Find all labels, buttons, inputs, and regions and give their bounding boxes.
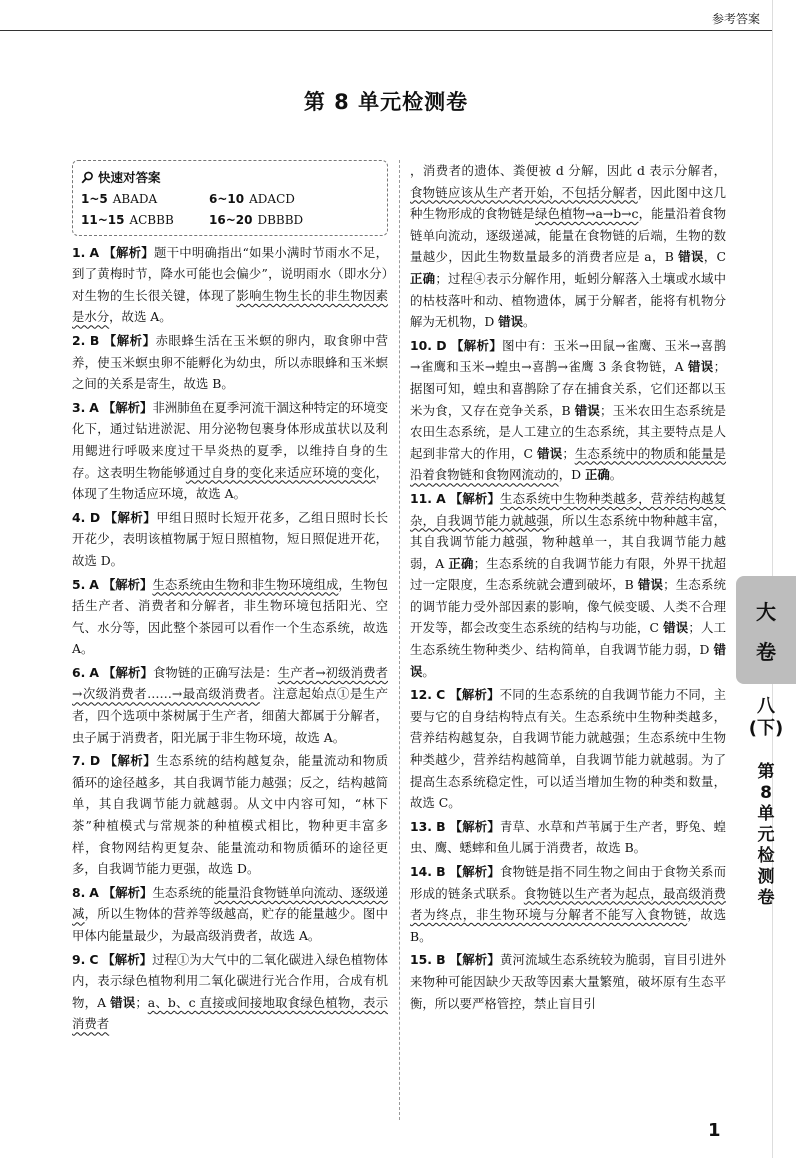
column-divider: [399, 160, 400, 1120]
side-tab-big-volume: 大 卷: [736, 576, 796, 684]
quick-answer-row: 11~15 ACBBB: [81, 212, 174, 227]
right-column: [410, 160, 726, 1014]
answer-item-13: 13. B 【解析】青草、水草和芦苇属于生产者，野兔、蝗虫、鹰、蟋蟀和鱼儿属于消费者，故选 B。: [410, 818, 726, 856]
answer-item-5: 5. A 【解析】生态系统由生物和非生物环境组成，生物包括生产者、消费者和分解者，非生物环境包括阳光、空气、水分等，因此整个茶园可以看作一个生态系统，故选 A。: [72, 576, 388, 657]
answer-item-6: 6. A 【解析】食物链的正确写法是：生产者→初级消费者→次级消费者……→最高级消费者。注意起始点①是生产者，四个选项中茶树属于生产者，细菌大都属于分解者，虫子属于消费者，阳光属于非生物环境，故选 A。: [72, 664, 389, 745]
header-section-label: 参考答案: [711, 12, 760, 26]
answer-item-1: 1. A 【解析】题干中明确指出“如果小满时节雨水不足，到了黄梅时节，降水可能也会偏少”，说明雨水（即水分）对生物的生长很关键，体现了影响生物生长的非生物因素是水分，故选 A。: [72, 244, 389, 325]
quick-answer-row: 6~10 ADACD: [209, 191, 295, 206]
left-column: [72, 160, 388, 1035]
page-number: 1: [708, 1120, 721, 1141]
quick-answer-grid: [81, 189, 379, 231]
side-grade-label: 八(下): [748, 696, 784, 739]
answer-item-9-cont: ，消费者的遗体、粪便被 d 分解，因此 d 表示分解者，食物链应该从生产者开始，不包括分解者，因此图中这几种生物形成的食物链是绿色植物→a→b→c，能量沿着食物链单向流动，逐级递减，能量在食物链的后端，生物的数量越少，因此生物数量最多的消费者应是 a，B 错误，C 正确；过程④表示分解作用，蚯蚓分解落入土壤或水域中的枯枝落叶和动、植物遗体，属于分解者，能将有机物分解为无机物，D 错误。: [410, 163, 727, 330]
quick-answer-row: 1~5 ABADA: [81, 191, 158, 206]
answer-item-7: 7. D 【解析】生态系统的结构越复杂，能量流动和物质循环的途径越多，其自我调节能力越强；反之，结构越简单，其自我调节能力就越弱。从文中内容可知，“林下茶”种植模式与常规茶的种植模式相比，物种更丰富多样，食物网结构更复杂、能量流动和物质循环的途径更多，自我调节能力更强，故选 D。: [72, 753, 388, 877]
answer-item-8: 8. A 【解析】生态系统的能量沿食物链单向流动、逐级递减，所以生物体的营养等级越高，贮存的能量越少。图中甲体内能量最少，为最高级消费者，故选 A。: [72, 884, 389, 943]
answer-item-10: 10. D 【解析】图中有：玉米→田鼠→雀鹰、玉米→喜鹊→雀鹰和玉米→蝗虫→喜鹊→雀鹰 3 条食物链，A 错误；据图可知，蝗虫和喜鹊除了存在捕食关系，它们还都以玉米为食，又存在竞争关系，B 错误；玉米农田生态系统是农田生态系统，是人工建立的生态系统，其主要特点是人起到非常大的作用，C 错误；生态系统中的物质和能量是沿着食物链和食物网流动的，D 正确。: [410, 337, 727, 483]
answer-item-12: 12. C 【解析】不同的生态系统的自我调节能力不同，主要与它的自身结构特点有关。生态系统中生物种类越多，营养结构越复杂，自我调节能力就越强；生态系统中生物种类越少，营养结构越简单，自我调节能力就越弱。为了提高生态系统稳定性，可以适当增加生物的种类和数量，故选 C。: [410, 687, 726, 811]
answer-item-11: 11. A 【解析】生态系统中生物种类越多，营养结构越复杂，自我调节能力就越强，所以生态系统中物种越丰富，其自我调节能力越强，物种越单一，其自我调节能力越弱，A 正确；生态系统的自我调节能力有限，外界干扰超过一定限度，生态系统就会遭到破坏，B 错误；生态系统的调节能力受外部因素的影响，像气候变暖、人类不合理开发等，都会改变生态系统的结构与功能，C 错误；人工生态系统生物种类少、结构简单，自我调节能力弱，D 错误。: [410, 490, 727, 679]
answer-item-3: 3. A 【解析】非洲肺鱼在夏季河流干涸这种特定的环境变化下，通过钻进淤泥、用分泌物包裹身体形成茧状以及利用鳃进行呼吸来度过干旱炎热的夏季，以维持自身的生存。这表明生物能够通过自身的变化来适应环境的变化，体现了生物适应环境，故选 A。: [72, 399, 389, 502]
search-icon: [81, 171, 94, 184]
quick-answer-title: 快速对答案: [81, 167, 379, 189]
answer-item-14: 14. B 【解析】食物链是指不同生物之间由于食物关系而形成的链条式联系。食物链以生产者为起点，最高级消费者为终点，非生物环境与分解者不能写入食物链，故选 B。: [410, 864, 727, 944]
quick-answer-box: [72, 160, 388, 236]
page-title: 第 8 单元检测卷: [303, 90, 469, 114]
answer-item-15: 15. B 【解析】黄河流域生态系统较为脆弱，盲目引进外来物种可能因缺少天敌等因素大量繁殖，破坏原有生态平衡，所以要严格管控，禁止盲目引: [410, 952, 726, 1011]
header-rule: [0, 30, 772, 31]
side-unit-label: 第8单元检测卷: [757, 762, 775, 908]
answer-item-2: 2. B 【解析】赤眼蜂生活在玉米螟的卵内，取食卵中营养，使玉米螟虫卵不能孵化为幼虫，所以赤眼蜂和玉米螟之间的关系是寄生，故选 B。: [72, 332, 388, 392]
answer-item-9-start: 9. C 【解析】过程①为大气中的二氧化碳进入绿色植物体内，表示绿色植物利用二氧化碳进行光合作用，合成有机物，A 错误；a、b、c 直接或间接地取食绿色植物，表示消费者: [72, 951, 389, 1032]
quick-answer-row: 16~20 DBBBD: [209, 212, 304, 227]
answer-item-4: 4. D 【解析】甲组日照时长短开花多，乙组日照时长长开花少，表明该植物属于短日照植物，短日照促进开花，故选 D。: [72, 509, 388, 568]
